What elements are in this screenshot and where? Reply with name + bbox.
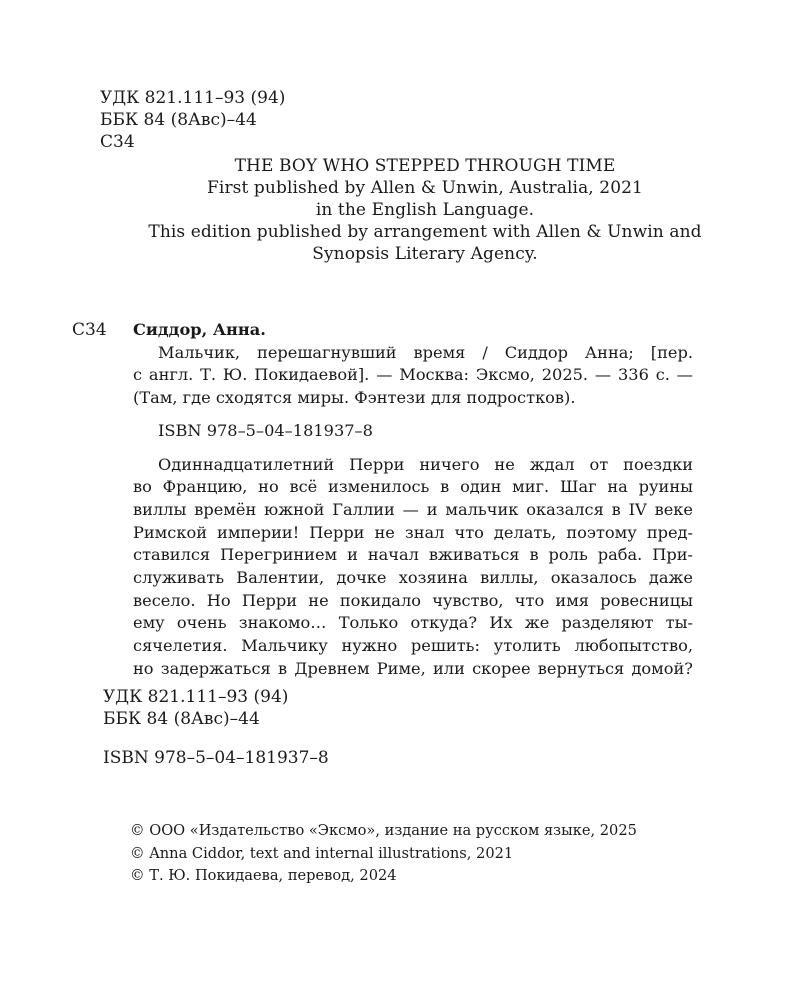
udk-code-bottom: УДК 821.111–93 (94) [103, 687, 289, 707]
catalog-entry-code: С34 [72, 320, 107, 340]
copyright-block [130, 820, 637, 888]
edition-info [100, 155, 750, 265]
biblio-line: с англ. Т. Ю. Покидаевой]. — Москва: Эксмо, 2025. — 336 с. — [133, 365, 693, 385]
annotation-line: виллы времён южной Галлии — и мальчик оказался в IV веке [133, 499, 693, 519]
author-mark: С34 [100, 132, 135, 152]
udk-code: УДК 821.111–93 (94) [100, 88, 286, 108]
edition-line-3: This edition published by arrangement with Allen & Unwin and [148, 222, 702, 242]
biblio-line: (Там, где сходятся миры. Фэнтези для подростков). [133, 388, 576, 408]
classification-block-top [100, 87, 285, 153]
annotation-line: сячелетия. Мальчику нужно решить: утолить любопытство, [133, 636, 693, 656]
classification-block-bottom [103, 686, 288, 730]
author-name: Сиддор, Анна. [133, 320, 266, 339]
isbn-bottom: ISBN 978–5–04–181937–8 [103, 748, 329, 768]
annotation-line: Римской империи! Перри не знал что делать, поэтому пред- [133, 522, 693, 542]
copyright-translator: © Т. Ю. Покидаева, перевод, 2024 [130, 867, 397, 884]
annotation [133, 454, 693, 681]
edition-line-2: in the English Language. [315, 200, 535, 220]
catalog-entry [133, 319, 693, 681]
annotation-line: во Францию, но всё изменилось в один миг. Шаг на руины [133, 477, 693, 497]
copyright-publisher: © ООО «Издательство «Эксмо», издание на русском языке, 2025 [130, 822, 637, 839]
bbk-code-bottom: ББК 84 (8Авс)–44 [103, 709, 260, 729]
edition-line-1: First published by Allen & Unwin, Australia, 2021 [207, 178, 643, 198]
annotation-line: Одиннадцатилетний Перри ничего не ждал от поездки [158, 454, 693, 474]
edition-line-4: Synopsis Literary Agency. [312, 244, 538, 264]
annotation-line: ему очень знакомо… Только откуда? Их же разделяют ты- [133, 613, 693, 633]
annotation-line: но задержаться в Древнем Риме, или скорее вернуться домой? [133, 658, 693, 678]
annotation-line: весело. Но Перри не покидало чувство, что имя ровесницы [133, 590, 693, 610]
copyright-author: © Anna Ciddor, text and internal illustrations, 2021 [130, 844, 514, 862]
biblio-line: Мальчик, перешагнувший время / Сиддор Анна; [пер. [158, 342, 693, 362]
original-title: THE BOY WHO STEPPED THROUGH TIME [234, 156, 616, 176]
annotation-line: служивать Валентии, дочке хозяина виллы, оказалось даже [133, 568, 693, 588]
bibliographic-description [133, 342, 693, 410]
entry-isbn: ISBN 978–5–04–181937–8 [158, 420, 373, 440]
annotation-line: ставился Перегринием и начал вживаться в роль раба. При- [133, 545, 693, 565]
bbk-code: ББК 84 (8Авс)–44 [100, 110, 257, 130]
